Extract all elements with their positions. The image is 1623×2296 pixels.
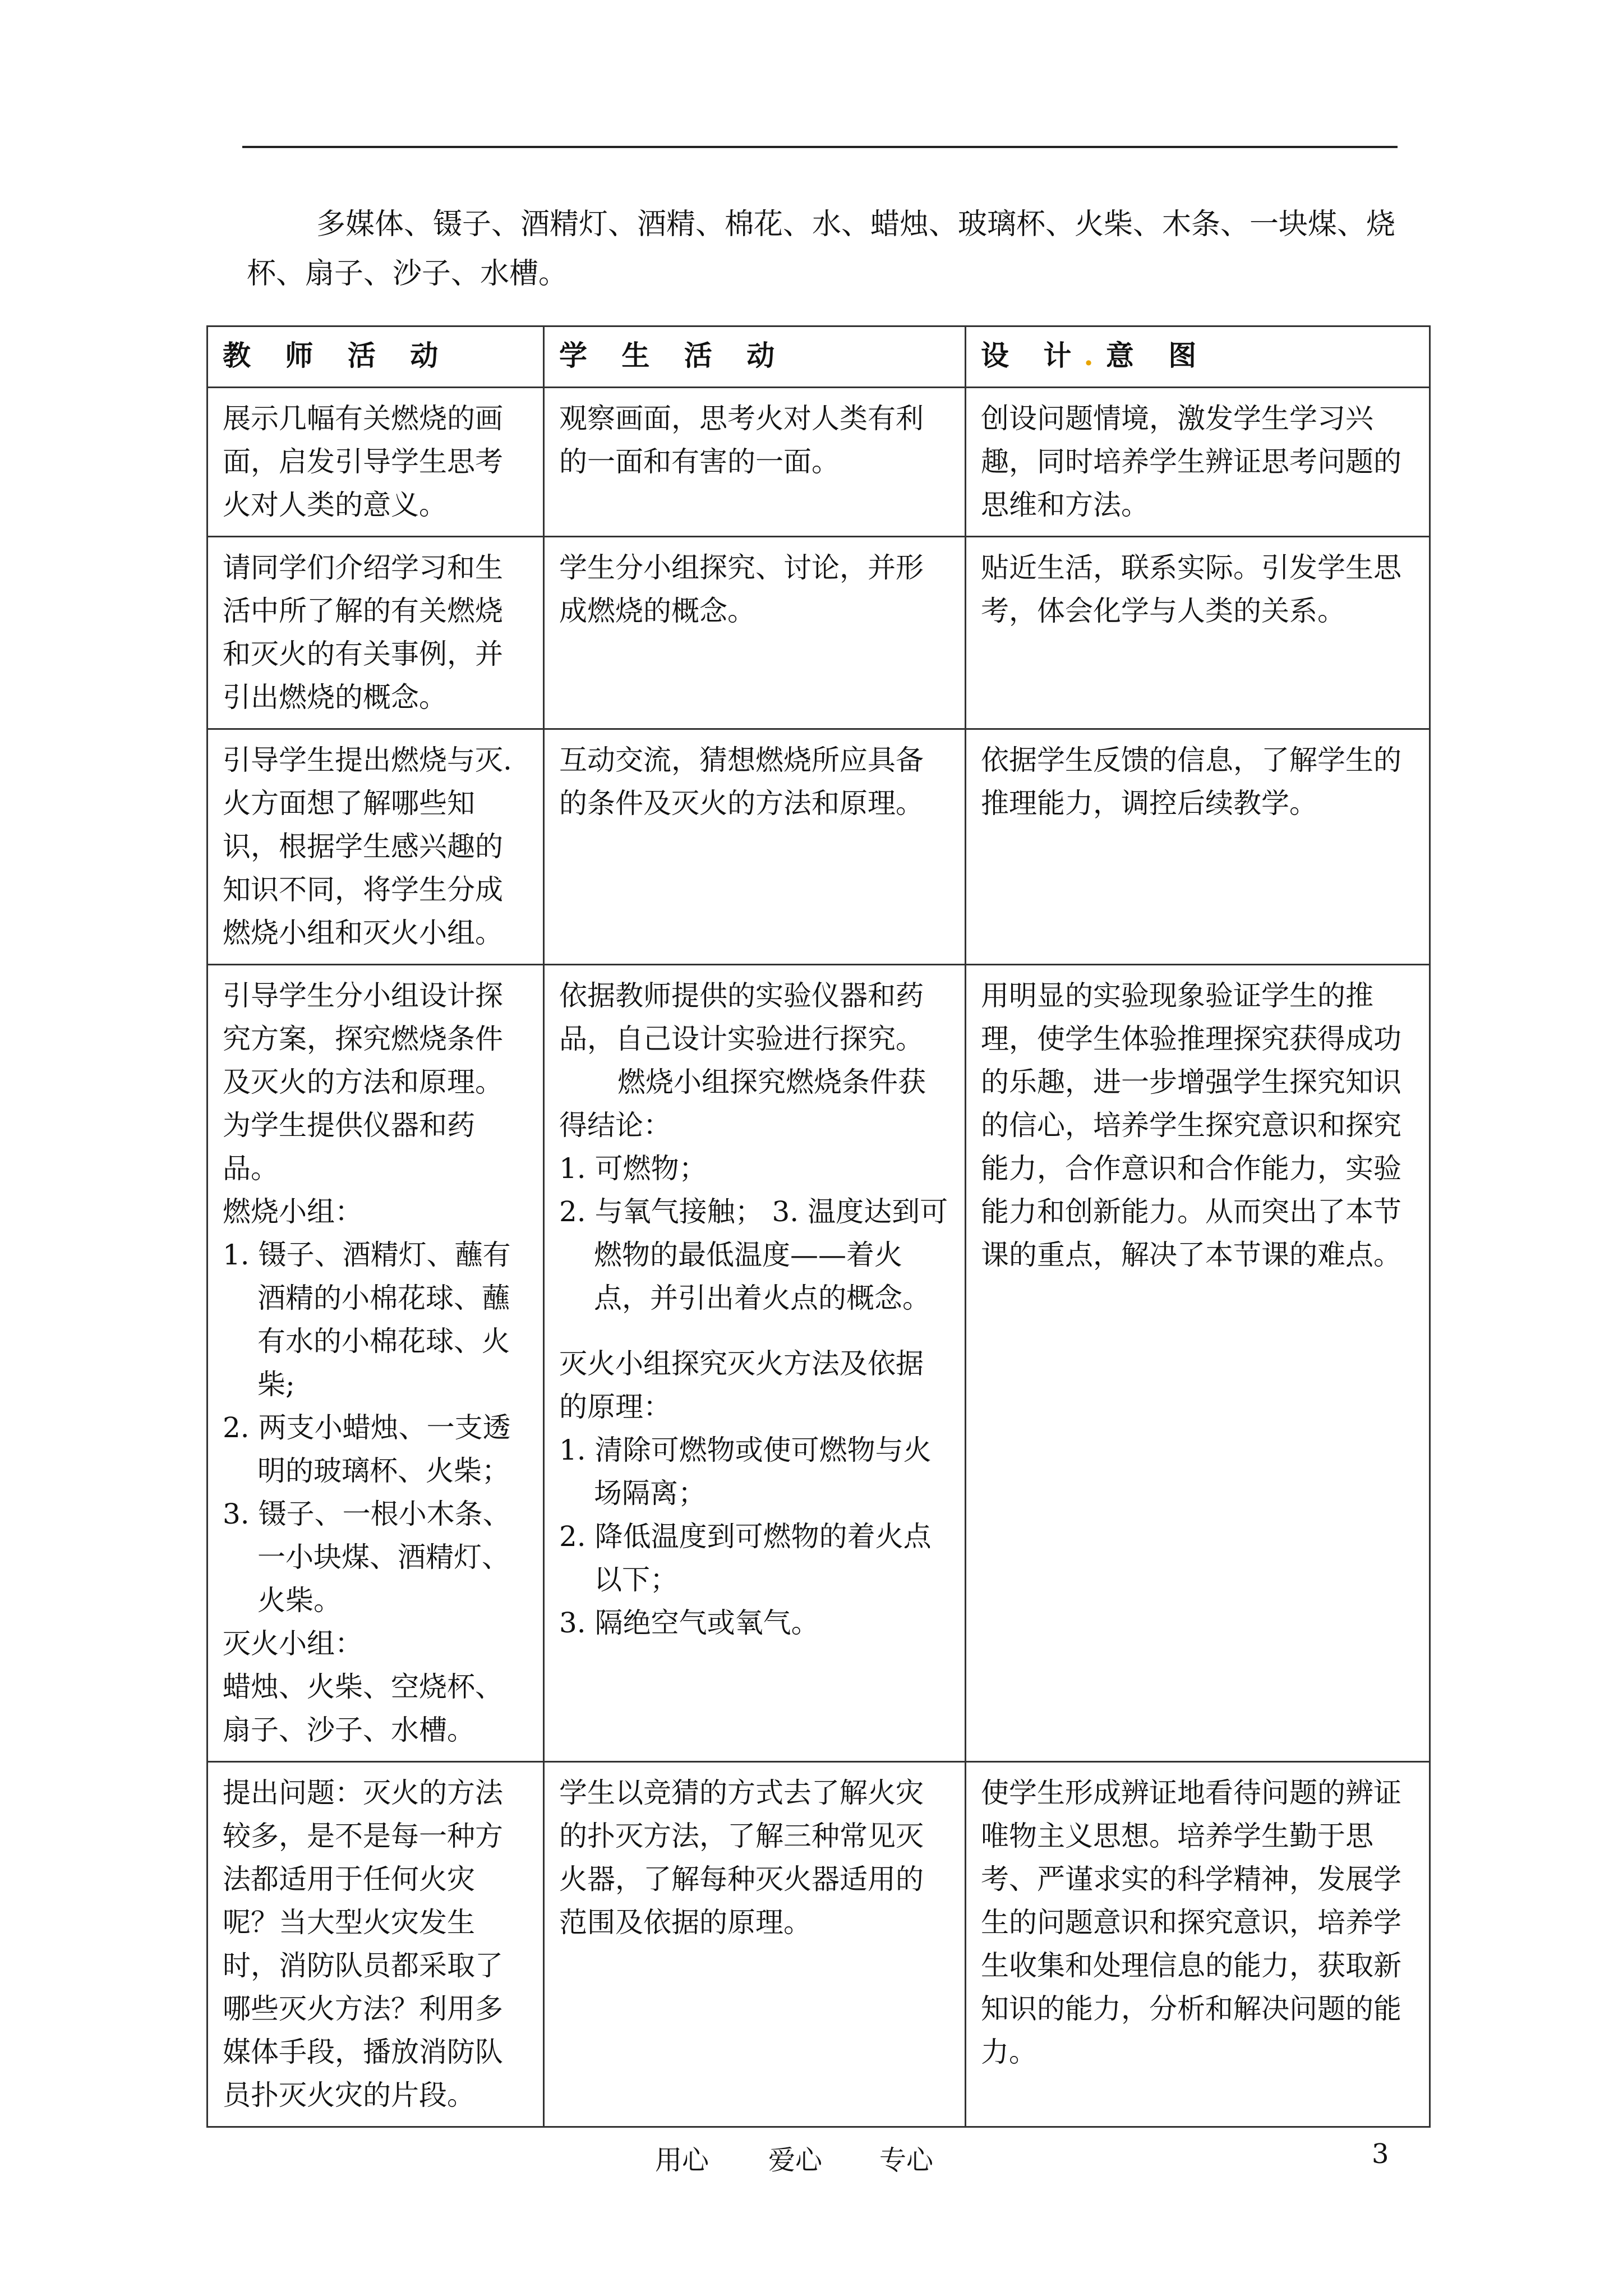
table-row: [208, 537, 1430, 729]
table-row: [208, 388, 1430, 537]
header-teacher-activity: 教 师 活 动: [208, 326, 544, 388]
fire-methods: [559, 1429, 951, 1645]
list-item: 2. 与氧气接触； 3. 温度达到可燃物的最低温度——着火点，并引出着火点的概念。: [559, 1195, 948, 1314]
fire-method-intro: 灭火小组探究灭火方法及依据的原理：: [559, 1347, 924, 1423]
intent-cell: 创设问题情境，激发学生学习兴趣，同时培养学生辨证思考问题的思维和方法。: [966, 388, 1430, 537]
student-cell: 互动交流，猜想燃烧所应具备的条件及灭火的方法和原理。: [544, 729, 966, 965]
table-header-row: [208, 326, 1430, 388]
header-student-activity: 学 生 活 动: [544, 326, 966, 388]
teacher-cell: 提出问题：灭火的方法较多，是不是每一种方法都适用于任何火灾呢？当大型火灾发生时，消防队员都采取了哪些灭火方法？利用多媒体手段，播放消防队员扑灭火灾的片段。: [208, 1762, 544, 2127]
page-number: 3: [1372, 2138, 1389, 2170]
teacher-cell: [208, 965, 544, 1762]
burn-conclusions: [559, 1147, 951, 1320]
fire-group-materials: 蜡烛、火柴、空烧杯、扇子、沙子、水槽。: [223, 1671, 503, 1746]
list-item: 2. 降低温度到可燃物的着火点以下；: [559, 1520, 932, 1596]
teacher-cell: 引导学生提出燃烧与灭.火方面想了解哪些知识，根据学生感兴趣的知识不同，将学生分成燃烧小组和灭火小组。: [208, 729, 544, 965]
list-item: 3. 隔绝空气或氧气。: [559, 1607, 819, 1639]
student-cell: 学生分小组探究、讨论，并形成燃烧的概念。: [544, 537, 966, 729]
intent-cell: 贴近生活，联系实际。引发学生思考，体会化学与人类的关系。: [966, 537, 1430, 729]
materials-list: 多媒体、镊子、酒精灯、酒精、棉花、水、蜡烛、玻璃杯、火柴、木条、一块煤、烧杯、扇子、沙子、水槽。: [247, 208, 1396, 291]
student-cell: 学生以竞猜的方式去了解火灾的扑灭方法，了解三种常见灭火器，了解每种灭火器适用的范围及依据的原理。: [544, 1762, 966, 2127]
list-item: 2. 两支小蜡烛、一支透明的玻璃杯、火柴；: [223, 1411, 511, 1487]
teacher-cell: 展示几幅有关燃烧的画面，启发引导学生思考火对人类的意义。: [208, 388, 544, 537]
teacher-intro: 引导学生分小组设计探究方案，探究燃烧条件及灭火的方法和原理。为学生提供仪器和药品。: [223, 979, 503, 1185]
student-cell: [544, 965, 966, 1762]
list-item: 3. 镊子、一根小木条、一小块煤、酒精灯、火柴。: [223, 1498, 511, 1617]
burn-group-label: 燃烧小组：: [223, 1195, 363, 1228]
header-rule: [242, 146, 1398, 148]
list-item: 1. 可燃物；: [559, 1152, 707, 1185]
footer-word: 专心: [879, 2145, 934, 2176]
burn-group-materials: [223, 1234, 529, 1622]
intent-cell: 使学生形成辨证地看待问题的辨证唯物主义思想。培养学生勤于思考、严谨求实的科学精神，发展学生的问题意识和探究意识，培养学生收集和处理信息的能力，获取新知识的能力，分析和解决问题的能力。: [966, 1762, 1430, 2127]
student-intro: 依据教师提供的实验仪器和药品，自己设计实验进行探究。: [559, 979, 924, 1055]
stray-dot: .: [1083, 339, 1106, 372]
table-row: [208, 1762, 1430, 2127]
student-cell: 观察画面，思考火对人类有利的一面和有害的一面。: [544, 388, 966, 537]
footer-word: 用心: [655, 2145, 709, 2176]
table-row: [208, 965, 1430, 1762]
list-item: 1. 镊子、酒精灯、蘸有酒精的小棉花球、蘸有水的小棉花球、火柴;: [223, 1239, 511, 1401]
table-row: [208, 729, 1430, 965]
header-design-intent: 设 计.意 图: [966, 326, 1430, 388]
list-item: 1. 清除可燃物或使可燃物与火场隔离；: [559, 1434, 932, 1510]
burn-conclusion-intro: 燃烧小组探究燃烧条件获得结论：: [559, 1066, 926, 1142]
intent-cell: 用明显的实验现象验证学生的推理，使学生体验推理探究获得成功的乐趣，进一步增强学生探究知识的信心，培养学生探究意识和探究能力，合作意识和合作能力，实验能力和创新能力。从而突出了本节课的重点，解决了本节课的难点。: [966, 965, 1430, 1762]
lesson-table: [206, 325, 1431, 2128]
intent-cell: 依据学生反馈的信息，了解学生的推理能力，调控后续教学。: [966, 729, 1430, 965]
footer-word: 爱心: [768, 2145, 823, 2176]
fire-group-label: 灭火小组：: [223, 1627, 363, 1660]
teacher-cell: 请同学们介绍学习和生活中所了解的有关燃烧和灭火的有关事例，并引出燃烧的概念。: [208, 537, 544, 729]
